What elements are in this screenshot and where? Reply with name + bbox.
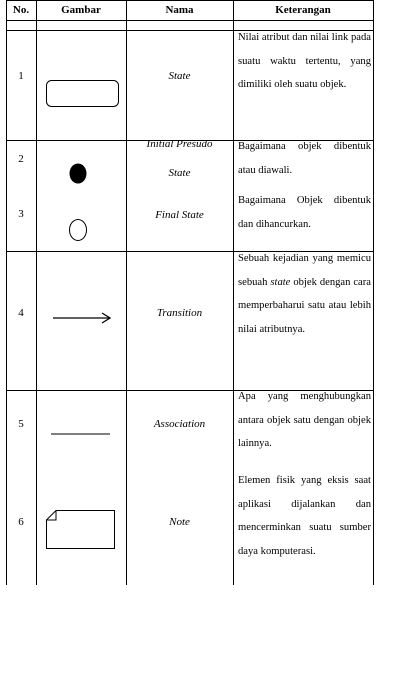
column-divider <box>36 0 37 585</box>
rounded-rectangle-icon <box>46 80 120 108</box>
row-nama: Note <box>169 516 190 528</box>
row-number: 4 <box>18 307 24 319</box>
row-keterangan: Sebuah kejadian yang memicu sebuah state objek dengan cara memperbaharui satu atau lebih nilai atributnya. <box>238 253 371 335</box>
row-keterangan: Nilai atribut dan nilai link pada suatu waktu tertentu, yang dimiliki oleh suatu objek. <box>238 32 371 90</box>
table-border-left <box>6 0 7 585</box>
row-keterangan: Bagaimana objek dibentuk atau diawali. <box>238 141 371 176</box>
row-nama: Transition <box>156 307 203 319</box>
column-divider <box>233 0 234 585</box>
row-nama: Final State <box>155 209 204 221</box>
arrow-icon <box>53 312 115 324</box>
note-icon <box>46 510 116 550</box>
column-divider <box>126 0 127 585</box>
row-nama: Association <box>153 418 206 430</box>
header-nama: Nama <box>165 4 194 16</box>
row-number: 6 <box>18 516 24 528</box>
header-gambar: Gambar <box>61 4 101 16</box>
line-icon <box>51 432 111 436</box>
row-number: 1 <box>18 70 24 82</box>
row-number: 3 <box>18 208 24 220</box>
filled-circle-icon <box>69 163 89 185</box>
row-nama-line2: State <box>168 167 191 179</box>
row-keterangan: Bagaimana Objek dibentuk dan dihancurkan. <box>238 195 371 230</box>
state-emphasis: state <box>270 276 291 288</box>
header-no: No. <box>12 4 30 16</box>
row-keterangan: Apa yang menghubungkan antara objek satu dengan objek lainnya. <box>238 391 371 449</box>
hollow-circle-icon <box>69 219 89 243</box>
table-header-divider <box>6 20 374 21</box>
row-keterangan: Elemen fisik yang eksis saat aplikasi dijalankan dan mencerminkan suatu sumber daya komputerasi. <box>238 475 371 557</box>
header-keterangan: Keterangan <box>275 4 331 16</box>
symbol-table <box>6 0 374 585</box>
row-nama: Initial Presudo <box>146 138 213 150</box>
row-nama: State <box>168 70 191 82</box>
table-border-right <box>373 0 374 585</box>
row-number: 2 <box>18 153 24 165</box>
row-number: 5 <box>18 418 24 430</box>
